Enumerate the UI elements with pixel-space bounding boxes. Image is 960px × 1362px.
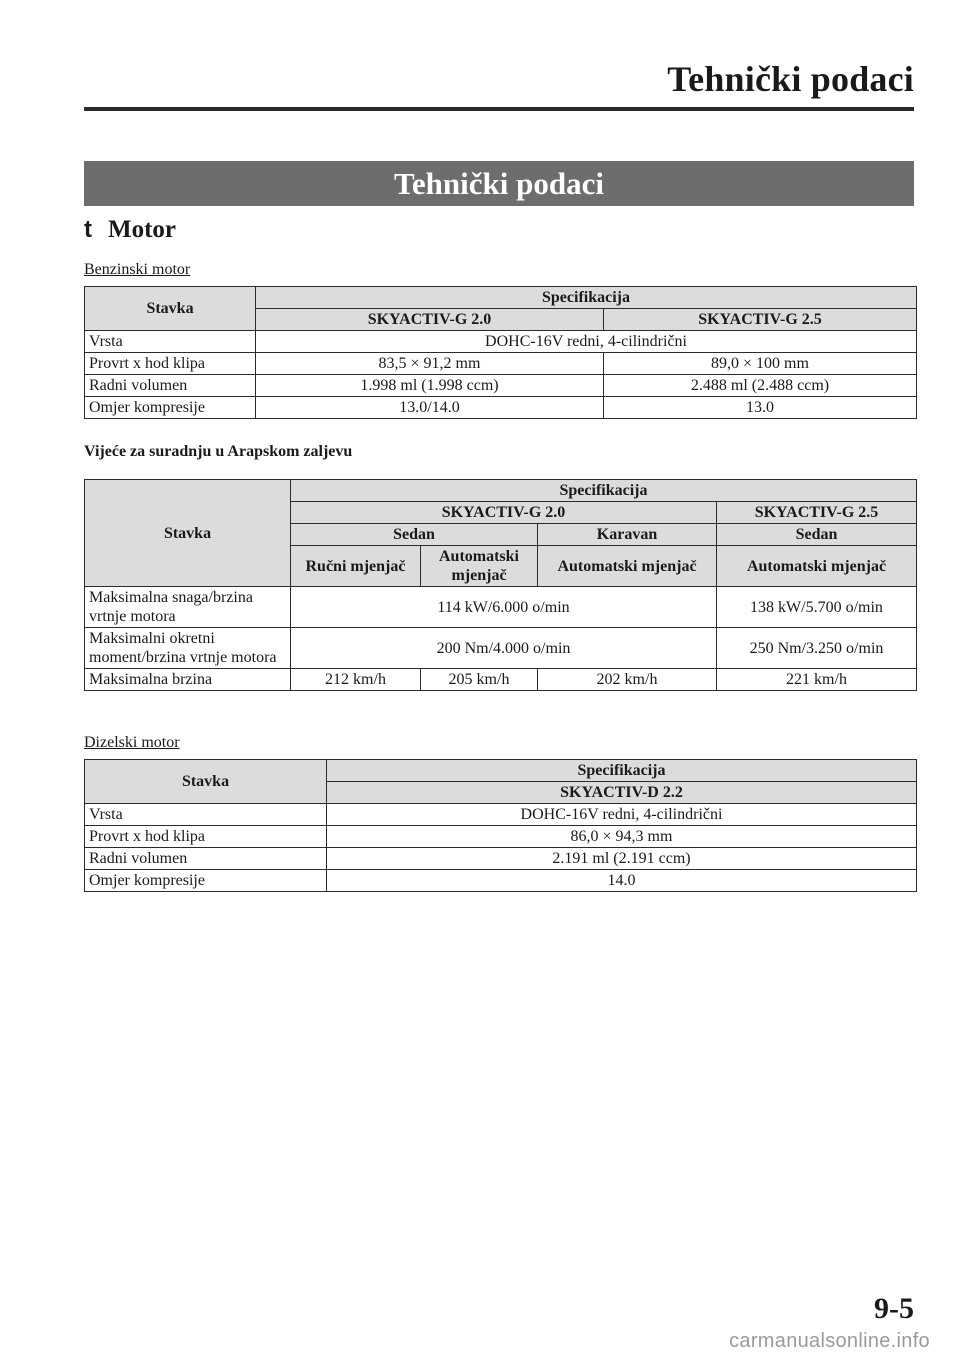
running-head: Tehnički podaci	[667, 59, 914, 99]
header-item: Stavka	[85, 480, 291, 587]
row-label: Maksimalna brzina	[85, 669, 291, 691]
table-row	[85, 669, 917, 691]
table-row	[85, 397, 917, 419]
header-sedan: Sedan	[291, 524, 538, 546]
row-value: 200 Nm/4.000 o/min	[291, 628, 717, 669]
row-value: 212 km/h	[291, 669, 421, 691]
table-row	[85, 826, 917, 848]
row-label: Maksimalna snaga/brzina vrtnje motora	[85, 587, 291, 628]
table-row	[85, 353, 917, 375]
row-value: 2.191 ml (2.191 ccm)	[327, 848, 917, 870]
row-value: 250 Nm/3.250 o/min	[717, 628, 917, 669]
row-label: Provrt x hod klipa	[85, 826, 327, 848]
header-item: Stavka	[85, 760, 327, 804]
row-value: 114 kW/6.000 o/min	[291, 587, 717, 628]
gulf-heading: Vijeće za suradnju u Arapskom zaljevu	[84, 443, 353, 460]
header-spec: Specifikacija	[291, 480, 917, 502]
row-value: 86,0 × 94,3 mm	[327, 826, 917, 848]
watermark: carmanualsonline.info	[729, 1330, 930, 1352]
chapter-banner: Tehnički podaci	[84, 161, 914, 206]
header-rule	[84, 107, 914, 111]
header-d22: SKYACTIV-D 2.2	[327, 782, 917, 804]
header-automatic-g25: Automatski mjenjač	[717, 546, 917, 587]
petrol-heading: Benzinski motor	[84, 261, 191, 278]
table-row	[85, 587, 917, 628]
table-row	[85, 848, 917, 870]
section-title: Motor	[108, 216, 177, 243]
section-bullet-icon: t	[84, 216, 92, 243]
row-label: Omjer kompresije	[85, 870, 327, 892]
header-g25: SKYACTIV-G 2.5	[604, 309, 917, 331]
row-value: 89,0 × 100 mm	[604, 353, 917, 375]
table-row	[85, 331, 917, 353]
row-value: 205 km/h	[421, 669, 538, 691]
row-value: 2.488 ml (2.488 ccm)	[604, 375, 917, 397]
row-value: DOHC-16V redni, 4-cilindrični	[327, 804, 917, 826]
row-label: Vrsta	[85, 331, 256, 353]
header-spec: Specifikacija	[327, 760, 917, 782]
header-item: Stavka	[85, 287, 256, 331]
row-value: 13.0/14.0	[256, 397, 604, 419]
row-value: 1.998 ml (1.998 ccm)	[256, 375, 604, 397]
header-manual: Ručni mjenjač	[291, 546, 421, 587]
row-value: 202 km/h	[538, 669, 717, 691]
header-spec: Specifikacija	[256, 287, 917, 309]
diesel-spec-table	[84, 759, 917, 892]
header-automatic-karavan: Automatski mjenjač	[538, 546, 717, 587]
row-label: Radni volumen	[85, 848, 327, 870]
header-g25: SKYACTIV-G 2.5	[717, 502, 917, 524]
row-value: 14.0	[327, 870, 917, 892]
table-row	[85, 804, 917, 826]
page-number: 9-5	[874, 1292, 914, 1325]
row-value: 13.0	[604, 397, 917, 419]
header-sedan-g25: Sedan	[717, 524, 917, 546]
table-row	[85, 628, 917, 669]
row-label: Provrt x hod klipa	[85, 353, 256, 375]
row-label: Radni volumen	[85, 375, 256, 397]
row-value: DOHC-16V redni, 4-cilindrični	[256, 331, 917, 353]
row-value: 138 kW/5.700 o/min	[717, 587, 917, 628]
row-value: 83,5 × 91,2 mm	[256, 353, 604, 375]
header-karavan: Karavan	[538, 524, 717, 546]
header-g20: SKYACTIV-G 2.0	[291, 502, 717, 524]
diesel-heading: Dizelski motor	[84, 734, 180, 751]
table-row	[85, 375, 917, 397]
header-automatic: Automatski mjenjač	[421, 546, 538, 587]
petrol-spec-table	[84, 286, 917, 419]
row-label: Omjer kompresije	[85, 397, 256, 419]
table-row	[85, 870, 917, 892]
gulf-spec-table	[84, 479, 917, 691]
header-g20: SKYACTIV-G 2.0	[256, 309, 604, 331]
row-label: Vrsta	[85, 804, 327, 826]
section-heading	[84, 216, 176, 244]
row-label: Maksimalni okretni moment/brzina vrtnje motora	[85, 628, 291, 669]
row-value: 221 km/h	[717, 669, 917, 691]
